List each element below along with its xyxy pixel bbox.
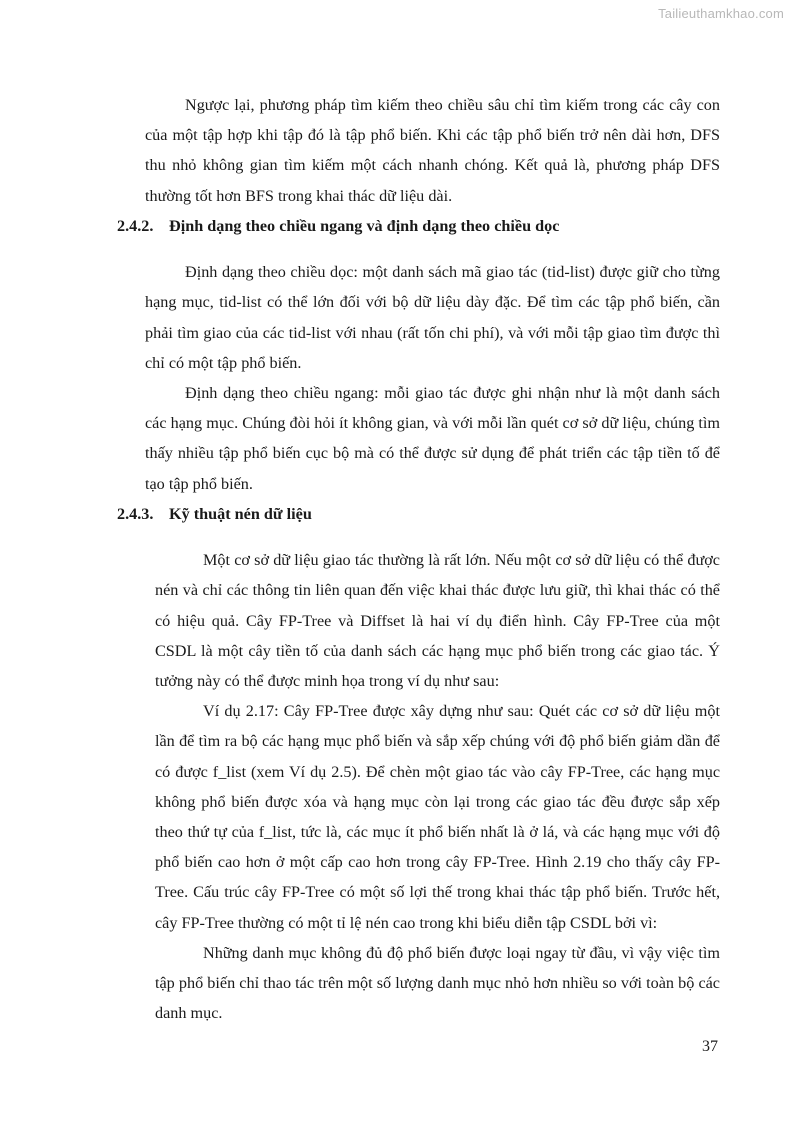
paragraph-compression-text: Một cơ sở dữ liệu giao tác thường là rất lớn. Nếu một cơ sở dữ liệu có thể được nén và chỉ các thông tin liên quan đến việc khai thác được lưu giữ, thì khai thác có thể có hiệu quả. Cây FP-Tree và Diffset là hai ví dụ điển hình. Cây FP-Tree của một CSDL là một cây tiền tố của danh sách các hạng mục phổ biến trong các giao tác. Ý tưởng này có thể được minh họa trong ví dụ như sau: bbox=[155, 551, 720, 691]
heading-2-4-2-title: Định dạng theo chiều ngang và định dạng theo chiều dọc bbox=[169, 216, 560, 235]
paragraph-horizontal-format bbox=[131, 378, 720, 499]
paragraph-compression bbox=[131, 545, 720, 696]
paragraph-vertical-format bbox=[131, 257, 720, 378]
paragraph-example-2-17 bbox=[131, 696, 720, 938]
heading-2-4-3 bbox=[117, 499, 720, 529]
paragraph-horizontal-format-text: Định dạng theo chiều ngang: mỗi giao tác được ghi nhận như là một danh sách các hạng mục. Chúng đòi hỏi ít không gian, và với mỗi lần quét cơ sở dữ liệu, chúng tìm thấy nhiều tập phổ biến cục bộ mà có thể được sử dụng để phát triển các tập tiền tố để tạo tập phổ biến. bbox=[145, 384, 720, 493]
heading-2-4-2-number: 2.4.2. bbox=[117, 216, 154, 235]
page-number: 37 bbox=[702, 1038, 718, 1055]
paragraph-vertical-format-text: Định dạng theo chiều dọc: một danh sách mã giao tác (tid-list) được giữ cho từng hạng mục, tid-list có thể lớn đối với bộ dữ liệu dày đặc. Để tìm các tập phổ biến, cần phải tìm giao của các tid-list với nhau (rất tốn chi phí), và với mỗi tập giao tìm được thì chỉ có một tập phổ biến. bbox=[145, 263, 720, 372]
document-page bbox=[117, 90, 720, 1028]
paragraph-dfs-text: Ngược lại, phương pháp tìm kiếm theo chiều sâu chỉ tìm kiếm trong các cây con của một tập hợp khi tập đó là tập phổ biến. Khi các tập phổ biến trở nên dài hơn, DFS thu nhỏ không gian tìm kiếm một cách nhanh chóng. Kết quả là, phương pháp DFS thường tốt hơn BFS trong khai thác dữ liệu dài. bbox=[145, 96, 720, 205]
watermark: Tailieuthamkhao.com bbox=[658, 6, 784, 21]
paragraph-infrequent-items bbox=[131, 938, 720, 1029]
paragraph-example-2-17-text: Ví dụ 2.17: Cây FP-Tree được xây dựng như sau: Quét các cơ sở dữ liệu một lần để tìm ra bộ các hạng mục phổ biến và sắp xếp chúng với độ phổ biến giảm dần để có được f_list (xem Ví dụ 2.5). Để chèn một giao tác vào cây FP-Tree, các hạng mục không phổ biến được xóa và hạng mục còn lại trong các giao tác đều được sắp xếp theo thứ tự của f_list, tức là, các mục ít phổ biến nhất là ở lá, và các hạng mục với độ phổ biến cao hơn ở một cấp cao hơn trong cây FP-Tree. Hình 2.19 cho thấy cây FP-Tree. Cấu trúc cây FP-Tree có một số lợi thế trong khai thác tập phổ biến. Trước hết, cây FP-Tree thường có một tỉ lệ nén cao trong khi biểu diễn tập CSDL bởi vì: bbox=[155, 702, 720, 932]
paragraph-infrequent-items-text: Những danh mục không đủ độ phổ biến được loại ngay từ đầu, vì vậy việc tìm tập phổ biến chỉ thao tác trên một số lượng danh mục nhỏ hơn nhiều so với toàn bộ các danh mục. bbox=[155, 943, 720, 1023]
paragraph-dfs bbox=[131, 90, 720, 211]
heading-2-4-3-number: 2.4.3. bbox=[117, 504, 154, 523]
heading-2-4-3-title: Kỹ thuật nén dữ liệu bbox=[169, 504, 312, 523]
heading-2-4-2 bbox=[117, 211, 720, 241]
